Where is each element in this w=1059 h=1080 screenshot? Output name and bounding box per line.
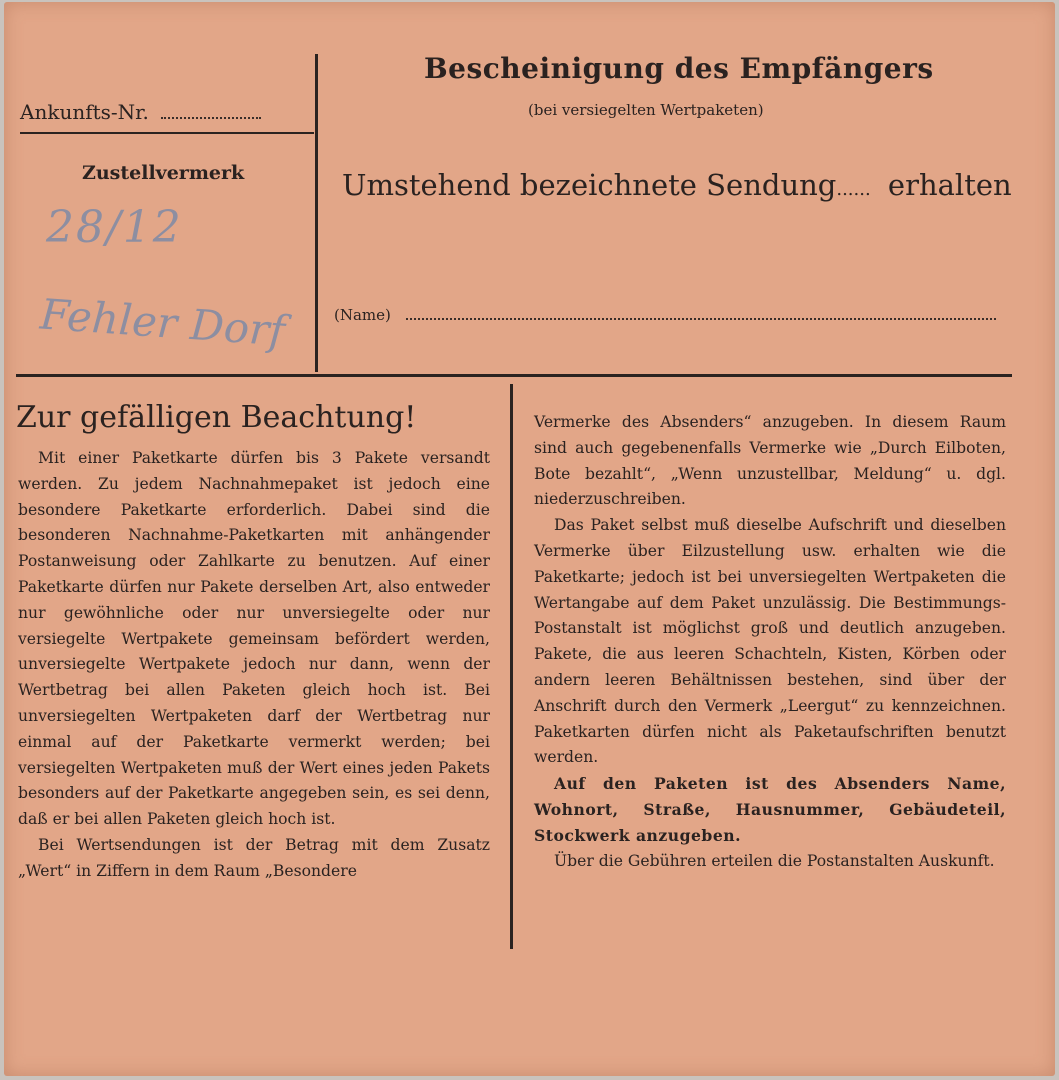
certificate-title: Bescheinigung des Empfängers: [424, 52, 934, 85]
statement-end: erhalten: [887, 168, 1012, 202]
arrival-number-field: [20, 100, 261, 124]
statement-start: Umstehend bezeichnete Sendung: [342, 168, 837, 202]
statement-dots: ......: [836, 179, 871, 200]
vertical-divider-bottom: [510, 384, 513, 949]
notice-right-paragraph-2: Das Paket selbst muß dieselbe Aufschrift und dieselben Vermerke über Eilzustellung usw. erhalten wie die Paketkarte; jedoch ist bei unversiegelten Wertpaketen die Wertangabe auf dem Paket unzulässig. Die Bestimmungs-Postanstalt ist möglichst groß und deutlich anzugeben. Pakete, die aus leeren Schachteln, Kisten, Körben oder andern leeren Behältnissen bestehen, sind über der Anschrift durch den Vermerk „Leergut“ zu kennzeichnen. Paketkarten dürfen nicht als Paketaufschriften benutzt werden.: [534, 516, 1006, 767]
notice-heading: Zur gefälligen Beachtung!: [16, 400, 417, 435]
notice-right-paragraph-3: Auf den Paketen ist des Absenders Name, Wohnort, Straße, Hausnummer, Gebäudeteil, Stockwerk anzugeben.: [534, 774, 1006, 845]
notice-right-column: [534, 410, 1006, 874]
arrival-underline: [20, 132, 314, 134]
arrival-dots: [161, 117, 261, 119]
certificate-subtitle: (bei versiegelten Wertpaketen): [528, 101, 764, 119]
delivery-note-label: Zustellvermerk: [82, 162, 245, 184]
vertical-divider-top: [315, 54, 318, 372]
notice-left-paragraph-2: Bei Wertsendungen ist der Betrag mit dem Zusatz „Wert“ in Ziffern in dem Raum „Besondere: [18, 835, 490, 880]
notice-right-paragraph-1: Vermerke des Absenders“ anzugeben. In diesem Raum sind auch gegebenenfalls Vermerke wie „Durch Eilboten, Bote bezahlt“, „Wenn unzustellbar, Meldung“ u. dgl. niederzuschreiben.: [534, 413, 1006, 509]
recipient-name-field: [334, 306, 996, 324]
horizontal-divider-main: [16, 374, 1012, 377]
name-dots: [406, 318, 996, 320]
notice-right-paragraph-4: Über die Gebühren erteilen die Postanstalten Auskunft.: [554, 851, 995, 870]
arrival-label: Ankunfts-Nr.: [20, 100, 149, 124]
notice-left-paragraph-1: Mit einer Paketkarte dürfen bis 3 Pakete versandt werden. Zu jedem Nachnahmepaket ist jedoch eine besondere Paketkarte erforderlich. Dabei sind die besonderen Nachnahme-Paketkarten mit anhängender Postanweisung oder Zahlkarte zu benutzen. Auf einer Paketkarte dürfen nur Pakete derselben Art, also entweder nur gewöhnliche oder nur unversiegelte oder nur versiegelte Wertpakete gemeinsam befördert werden, unversiegelte Wertpakete jedoch nur dann, wenn der Wertbetrag bei allen Paketen gleich hoch ist. Bei unversiegelten Wertpaketen darf der Wertbetrag nur einmal auf der Paketkarte vermerkt werden; bei versiegelten Wertpaketen muß der Wert eines jeden Pakets besonders auf der Paketkarte angegeben sein, es sei denn, daß er bei allen Paketen gleich hoch ist.: [18, 449, 490, 829]
parcel-card: [4, 2, 1055, 1076]
handwritten-date: 28/12: [46, 202, 183, 253]
handwritten-scribble: Fehler Dorf: [38, 289, 287, 356]
notice-left-column: [18, 446, 490, 885]
name-label: (Name): [334, 306, 391, 324]
receipt-statement: [342, 168, 1012, 202]
